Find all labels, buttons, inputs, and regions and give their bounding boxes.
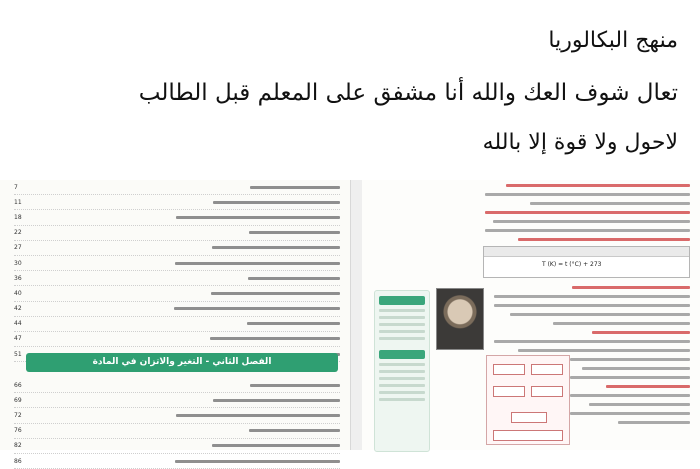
toc-row xyxy=(14,180,340,195)
toc-title xyxy=(210,337,340,340)
toc-row xyxy=(14,332,340,347)
toc-title xyxy=(213,201,340,204)
toc-title xyxy=(176,414,340,417)
toc-row xyxy=(14,302,340,317)
toc-page-number: 11 xyxy=(14,198,22,206)
toc-page-number: 27 xyxy=(14,244,22,252)
toc-page-number: 42 xyxy=(14,305,22,313)
toc-page-number: 22 xyxy=(14,229,22,237)
scientist-portrait xyxy=(436,288,484,350)
toc-title xyxy=(212,444,340,447)
toc-row xyxy=(14,454,340,469)
chapter-heading: الفصل الثاني - التغير والاتزان في المادة xyxy=(26,353,338,372)
toc-page-number: 36 xyxy=(14,274,22,282)
toc-row xyxy=(14,393,340,408)
post-line-1: منهج البكالوريا xyxy=(548,28,678,53)
toc-page-number: 7 xyxy=(14,183,18,191)
toc-row xyxy=(14,226,340,241)
toc-page-number: 66 xyxy=(14,381,22,389)
toc-row xyxy=(14,317,340,332)
toc-row xyxy=(14,286,340,301)
toc-row xyxy=(14,241,340,256)
toc-row xyxy=(14,408,340,423)
toc-title xyxy=(175,262,340,265)
side-panel xyxy=(374,290,430,452)
toc-row xyxy=(14,439,340,454)
toc-title xyxy=(250,186,340,189)
toc-page-number: 69 xyxy=(14,396,22,404)
toc-page-number: 47 xyxy=(14,335,22,343)
toc-row xyxy=(14,210,340,225)
toc-list-2 xyxy=(14,378,340,469)
toc-title xyxy=(213,399,340,402)
toc-page-number: 44 xyxy=(14,320,22,328)
toc-page-number: 30 xyxy=(14,259,22,267)
toc-page-number: 76 xyxy=(14,427,22,435)
toc-row xyxy=(14,256,340,271)
toc-title xyxy=(212,246,340,249)
toc-page-number: 86 xyxy=(14,457,22,465)
toc-title xyxy=(249,231,340,234)
toc-row xyxy=(14,195,340,210)
paragraph-block xyxy=(485,184,690,247)
toc-title xyxy=(249,429,340,432)
toc-title xyxy=(250,384,340,387)
toc-row xyxy=(14,271,340,286)
toc-page-number: 82 xyxy=(14,442,22,450)
paragraph-block-2 xyxy=(494,286,690,358)
attached-photo[interactable] xyxy=(0,180,700,465)
states-diagram xyxy=(486,355,570,445)
kelvin-equation: T (K) = t (°C) + 273 xyxy=(542,261,602,268)
toc-title xyxy=(247,322,340,325)
toc-list xyxy=(14,180,340,362)
paragraph-block-3 xyxy=(570,358,690,430)
toc-row xyxy=(14,378,340,393)
toc-page-number: 18 xyxy=(14,213,22,221)
toc-page-number: 51 xyxy=(14,350,22,358)
book-page-content xyxy=(362,180,700,450)
toc-page-number: 40 xyxy=(14,289,22,297)
post-line-2: تعال شوف العك والله أنا مشفق على المعلم قبل الطالب xyxy=(138,80,678,106)
book-page-contents xyxy=(0,180,351,465)
post-line-3: لاحول ولا قوة إلا بالله xyxy=(482,130,678,155)
toc-title xyxy=(176,216,340,219)
equation-table xyxy=(483,246,690,278)
toc-page-number: 72 xyxy=(14,411,22,419)
toc-title xyxy=(174,307,340,310)
toc-title xyxy=(175,460,340,463)
toc-title xyxy=(248,277,340,280)
toc-title xyxy=(211,292,340,295)
toc-row xyxy=(14,424,340,439)
